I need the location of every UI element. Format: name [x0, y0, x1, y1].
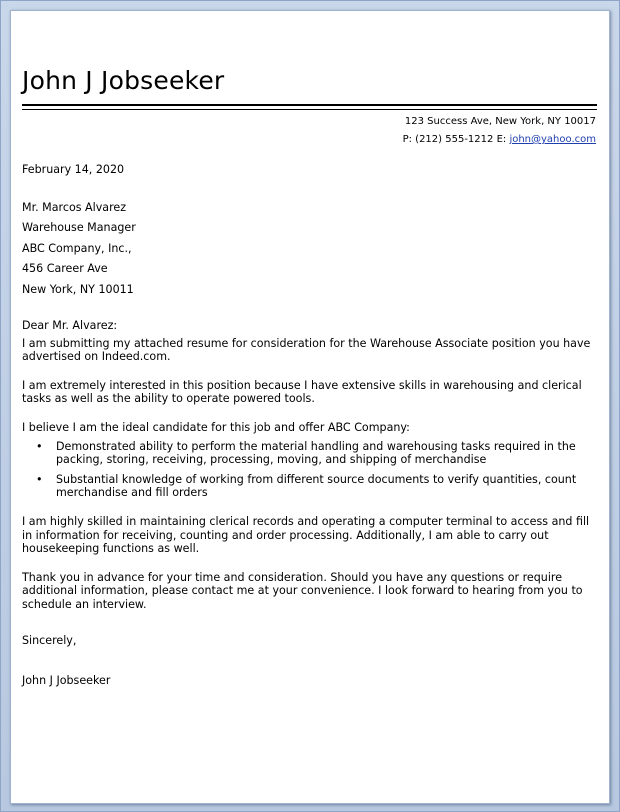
paragraph-closing: Thank you in advance for your time and consideration. Should you have any questions or require additional information, please contact me at your convenience. I look forward to hearing from you to schedule an interview. [22, 570, 583, 611]
paragraph-skills: I am highly skilled in maintaining clerical records and operating a computer terminal to access and fill in information for receiving, counting and order processing. Additionally, I am able to carry out housekeeping functions as well. [22, 515, 590, 556]
email-link[interactable]: john@yahoo.com [509, 134, 596, 145]
header-rule-thick [22, 104, 597, 106]
recipient-line: Warehouse Manager [22, 221, 136, 235]
recipient-line: New York, NY 10011 [22, 282, 134, 296]
letter-body [22, 163, 602, 688]
contact-address: 123 Success Ave, New York, NY 10017 [404, 116, 596, 127]
qualification-list [22, 440, 602, 500]
recipient-line: 456 Career Ave [22, 262, 108, 276]
letter-page [10, 10, 610, 804]
letter-date: February 14, 2020 [22, 163, 125, 176]
applicant-name: John J Jobseeker [22, 66, 225, 95]
recipient-line: ABC Company, Inc., [22, 241, 132, 255]
bullet-icon: • [36, 472, 43, 486]
bullet-text: Substantial knowledge of working from different source documents to verify quantities, count merchandise and fill orders [56, 472, 577, 500]
list-item [22, 440, 602, 467]
bullet-icon: • [36, 439, 43, 453]
paragraph-intro: I am submitting my attached resume for consideration for the Warehouse Associate position you have advertised on Indeed.com. [22, 336, 591, 364]
contact-phone: P: (212) 555-1212 E: [402, 134, 510, 145]
signature: John J Jobseeker [22, 674, 111, 688]
recipient-block [22, 198, 602, 301]
recipient-line: Mr. Marcos Alvarez [22, 200, 127, 214]
contact-phone-email [403, 134, 596, 145]
paragraph-interest: I am extremely interested in this position because I have extensive skills in warehousing and clerical tasks as well as the ability to operate powered tools. [22, 378, 582, 406]
header-rule-thin [22, 109, 597, 110]
closing: Sincerely, [22, 633, 77, 647]
bullet-text: Demonstrated ability to perform the material handling and warehousing tasks required in the packing, storing, receiving, processing, moving, and shipping of merchandise [56, 439, 576, 467]
paragraph-offer: I believe I am the ideal candidate for this job and offer ABC Company: [22, 421, 410, 435]
salutation: Dear Mr. Alvarez: [22, 319, 118, 333]
list-item [22, 473, 602, 500]
